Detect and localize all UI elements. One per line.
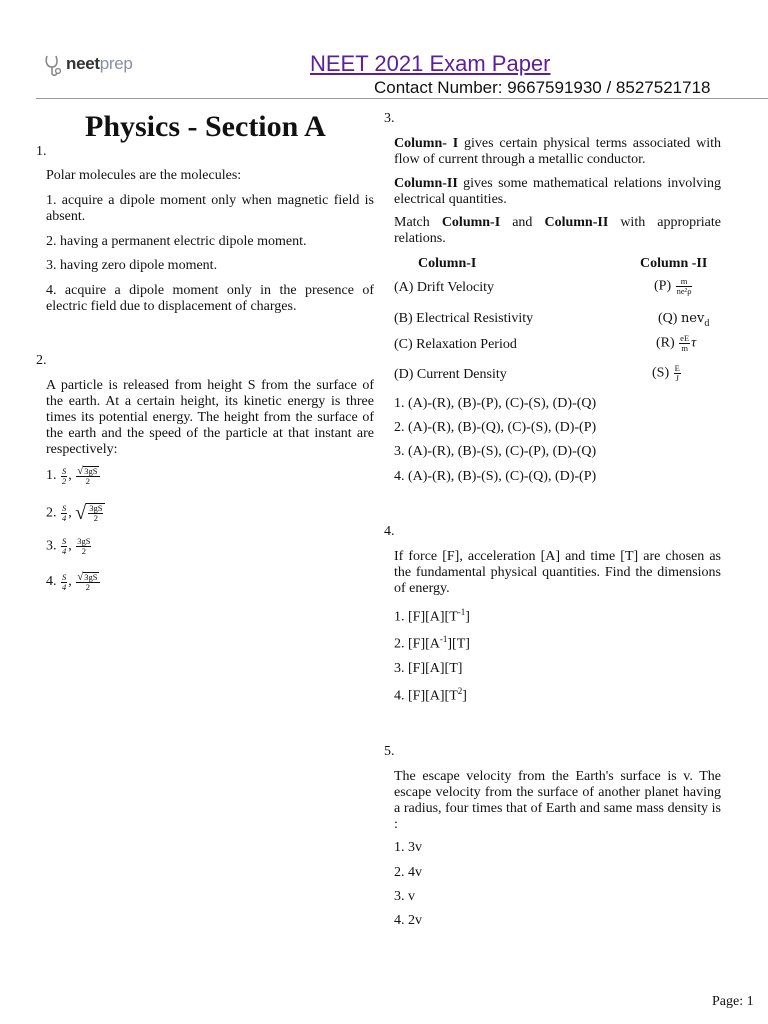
question-2-number: 2.: [36, 353, 47, 368]
question-4-option-3[interactable]: 3. [F][A][T]: [394, 661, 463, 676]
question-4-number: 4.: [384, 524, 395, 539]
question-2-option-2[interactable]: 2. $\frac{S}{4}$ , √ $\frac{3gS}{2}$: [46, 502, 105, 525]
question-4-stem: If force [F], acceleration [A] and time [T] are chosen as the fundamental physical quantities. Find the dimensions of energy.: [394, 549, 721, 596]
contact-number: Contact Number: 9667591930 / 8527521718: [374, 78, 711, 97]
exam-paper-title-link[interactable]: NEET 2021 Exam Paper: [310, 51, 551, 76]
question-5-number: 5.: [384, 744, 395, 759]
column-1-row-b: (B) Electrical Resistivity: [394, 311, 534, 326]
question-1-option-1[interactable]: 1. acquire a dipole moment only when magnetic field is absent.: [46, 193, 374, 224]
question-2-stem: A particle is released from height S from the surface of the earth. At a certain height, its kinetic energy is three times its potential energy. The height from the surface of the earth and the speed of the particle at that instant are respectively:: [46, 378, 374, 457]
header-divider: [36, 98, 768, 99]
logo-text: neetprep: [66, 54, 133, 73]
stethoscope-icon: [44, 54, 64, 78]
column-1-row-a: (A) Drift Velocity: [394, 280, 495, 295]
question-2-option-4[interactable]: 4. $\frac{S}{4}$ , $\frac{√3gS}{2}$: [46, 571, 98, 592]
column-1-row-c: (C) Relaxation Period: [394, 337, 517, 352]
column-2-row-q: (Q) nev$_d$: [658, 311, 710, 329]
section-title: Physics - Section A: [85, 110, 326, 143]
question-2-option-3[interactable]: 3. $\frac{S}{4}$ , $\frac{3gS}{2}$: [46, 536, 91, 556]
question-5-option-4[interactable]: 4. 2v: [394, 913, 422, 928]
question-3-number: 3.: [384, 111, 395, 126]
question-1-option-3[interactable]: 3. having zero dipole moment.: [46, 258, 218, 273]
question-4-option-4[interactable]: 4. $[F][A][T^2]$: [394, 686, 467, 704]
question-2-option-1[interactable]: 1. $\frac{S}{2}$ , $\frac{√3gS}{2}$: [46, 465, 98, 486]
question-1-option-2[interactable]: 2. having a permanent electric dipole moment.: [46, 234, 307, 249]
column-1-header: Column-I: [418, 256, 477, 271]
question-3-option-4[interactable]: 4. (A)-(R), (B)-(S), (C)-(Q), (D)-(P): [394, 469, 597, 484]
column-2-row-p: (P) $\frac{m}{\text{ne²ρ}}$: [654, 276, 692, 296]
question-5-option-2[interactable]: 2. 4v: [394, 865, 422, 880]
question-5-option-3[interactable]: 3. v: [394, 889, 415, 904]
question-1-option-4[interactable]: 4. acquire a dipole moment only in the presence of electric field due to displacement of charges.: [46, 283, 374, 314]
question-1-stem: Polar molecules are the molecules:: [46, 168, 242, 183]
question-5-option-1[interactable]: 1. 3v: [394, 840, 422, 855]
page-number: Page: 1: [712, 994, 754, 1009]
question-3-option-1[interactable]: 1. (A)-(R), (B)-(P), (C)-(S), (D)-(Q): [394, 396, 597, 411]
column-2-row-s: (S) $\frac{E}{J}$: [652, 363, 680, 383]
question-4-option-2[interactable]: 2. $[F][A^{-1}][T]$: [394, 634, 470, 652]
question-3-column-2-desc: Column-II gives some mathematical relations involving electrical quantities.: [394, 176, 721, 207]
neetprep-logo: [44, 52, 144, 80]
question-3-option-3[interactable]: 3. (A)-(R), (B)-(S), (C)-(P), (D)-(Q): [394, 444, 597, 459]
question-3-option-2[interactable]: 2. (A)-(R), (B)-(Q), (C)-(S), (D)-(P): [394, 420, 597, 435]
question-3-column-1-desc: Column- I gives certain physical terms associated with flow of current through a metallic conductor.: [394, 136, 721, 167]
question-5-stem: The escape velocity from the Earth's surface is v. The escape velocity from the surface of another planet having a radius, four times that of Earth and same mass density is :: [394, 769, 721, 832]
question-3-match-instruction: Match Column-I and Column-II with appropriate relations.: [394, 215, 722, 246]
column-2-header: Column -II: [640, 256, 708, 271]
column-1-row-d: (D) Current Density: [394, 367, 507, 382]
question-1-number: 1.: [36, 144, 47, 159]
question-4-option-1[interactable]: 1. $[F][A][T^{-1}]$: [394, 607, 470, 625]
column-2-row-r: (R) $\frac{eE}{m}$ τ: [656, 333, 697, 353]
